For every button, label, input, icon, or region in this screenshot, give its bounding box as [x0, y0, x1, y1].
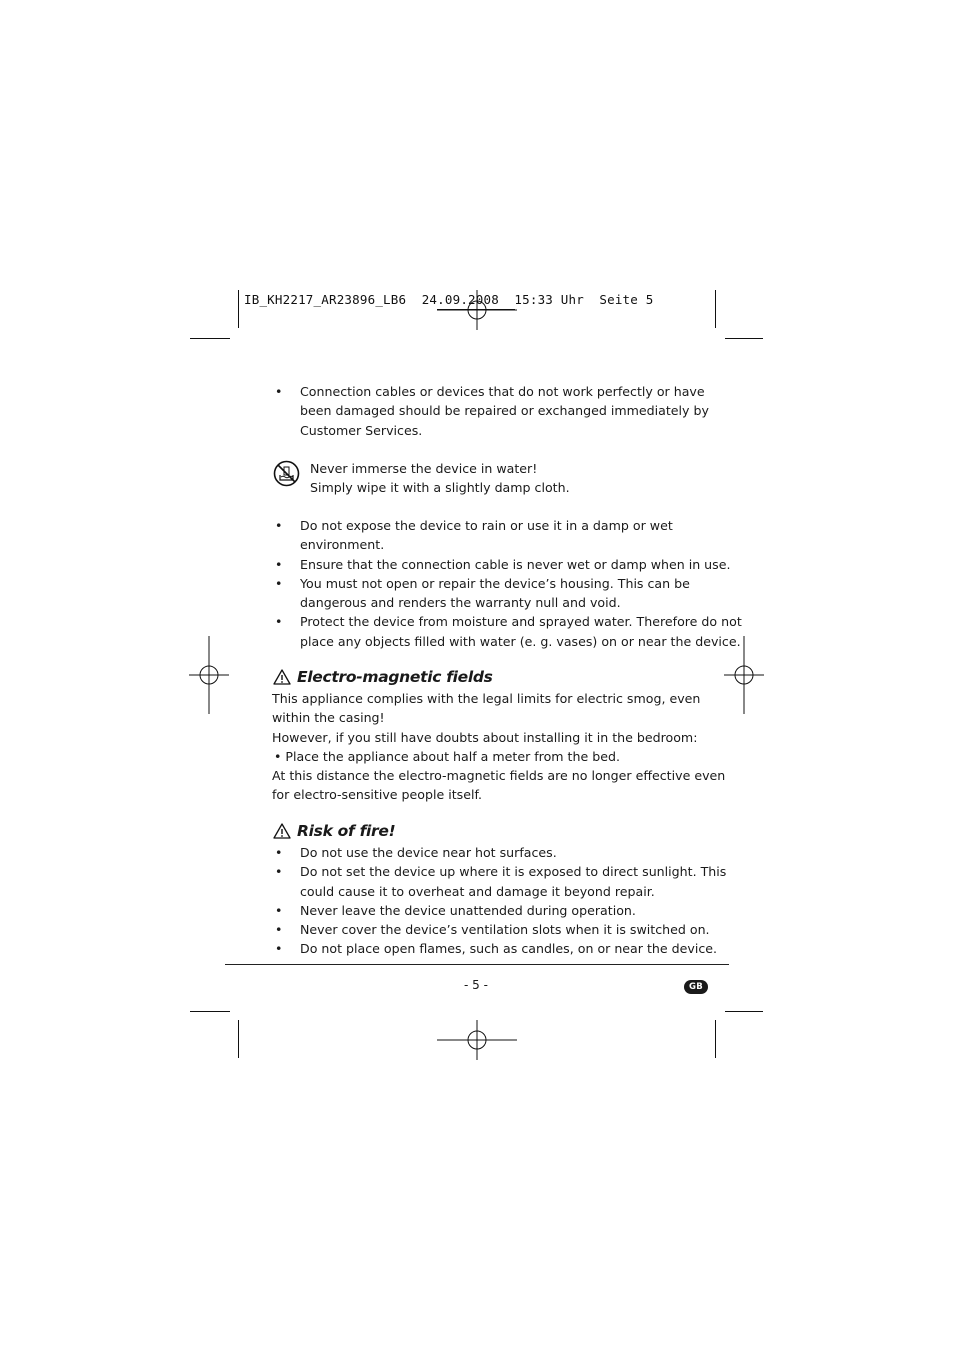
list-item: • Do not place open flames, such as candles, on or near the device. [272, 939, 726, 958]
bullet-list-fire [272, 843, 726, 959]
list-item: • Do not use the device near hot surfaces. [272, 843, 726, 862]
warning-icon [273, 669, 291, 685]
page-number: - 5 - [464, 978, 488, 992]
print-header: IB_KH2217_AR23896_LB6 24.09.2008 15:33 Uhr Seite 5 [244, 292, 654, 307]
crop-mark [190, 1011, 230, 1012]
warning-icon [273, 823, 291, 839]
crop-mark [238, 290, 239, 328]
crop-mark [238, 1020, 239, 1058]
bullet-list-cables [272, 382, 709, 440]
language-badge: GB [684, 980, 708, 994]
crop-mark [190, 338, 230, 339]
emf-body: This appliance complies with the legal limits for electric smog, even within the casing! However, if you still have doubts about installing it in the bedroom: • Place the appliance about half a meter from the bed. At this distance the electro-magnetic fields are no longer effective even for electro-sensitive people itself. [272, 691, 726, 803]
list-item: • Ensure that the connection cable is never wet or damp when in use. [272, 555, 742, 574]
registration-mark-left [189, 636, 229, 714]
crop-mark [725, 338, 763, 339]
registration-mark-bottom [437, 1020, 517, 1060]
bullet-list-moisture [272, 516, 742, 651]
footer-divider [225, 964, 729, 965]
list-item: • Protect the device from moisture and sprayed water. Therefore do not place any objects filled with water (e. g. vases) on or near the device. [272, 612, 742, 651]
section-heading-emf: Electro-magnetic fields [273, 668, 493, 686]
list-item: • Never cover the device’s ventilation slots when it is switched on. [272, 920, 726, 939]
header-underline [437, 309, 515, 310]
list-item: • Connection cables or devices that do not work perfectly or have been damaged should be repaired or exchanged immediately by Customer Services. [272, 382, 709, 440]
list-item: • Do not expose the device to rain or use it in a damp or wet environment. [272, 516, 742, 555]
crop-mark [715, 1020, 716, 1058]
crop-mark [725, 1011, 763, 1012]
crop-mark [715, 290, 716, 328]
section-heading-fire: Risk of fire! [273, 822, 395, 840]
notice-text: Never immerse the device in water! Simply wipe it with a slightly damp cloth. [310, 461, 570, 496]
no-immerse-icon [273, 460, 300, 487]
list-item: • Never leave the device unattended during operation. [272, 901, 726, 920]
list-item: • Do not set the device up where it is exposed to direct sunlight. This could cause it to overheat and damage it beyond repair. [272, 862, 726, 901]
list-item: • You must not open or repair the device’s housing. This can be dangerous and renders the warranty null and void. [272, 574, 742, 613]
